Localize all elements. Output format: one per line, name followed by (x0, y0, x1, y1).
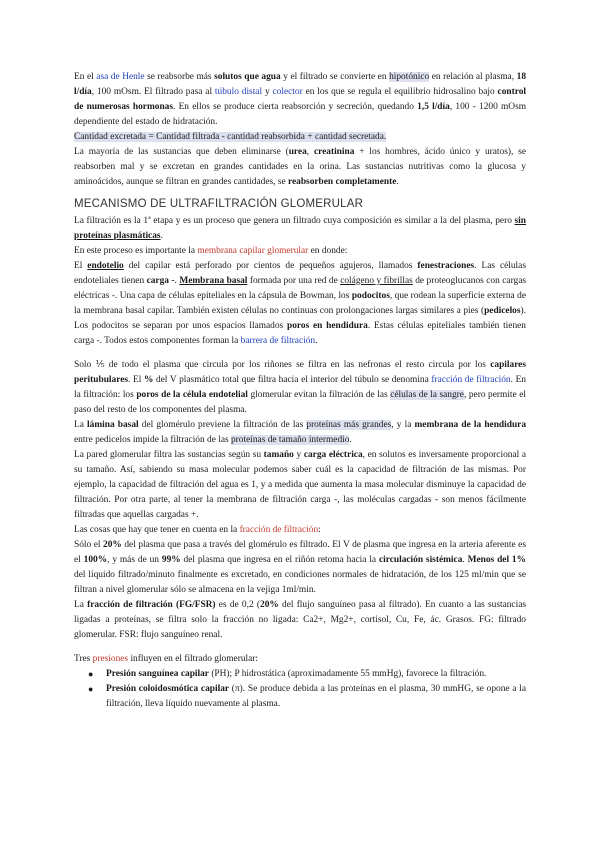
paragraph-excretion: La mayoría de las sustancias que deben eliminarse (urea, creatinina + los hombres, ácido único y uratos), se reabsorben mal y se excretan en grandes cantidades en la orina. Las sustancias nutritivas como la glucosa y aminoácidos, aunque se filtran en grandes cantidades, se reabsorben completamente. (74, 147, 526, 187)
section-heading: MECANISMO DE ULTRAFILTRACIÓN GLOMERULAR (74, 198, 364, 210)
paragraph-lamina: La lámina basal del glomérulo previene la filtración de las proteínas más grandes, y la membrana de la hendidura entre pedicelos impide la filtración de las proteínas de tamaño intermedio. (74, 420, 527, 445)
paragraph-wall: La pared glomerular filtra las sustancias según su tamaño y carga eléctrica, en solutos es inversamente proporcional a su tamaño. Así, sabiendo su masa molecular podemos saber cuál es la capacidad de filtración de las mismas. Por ejemplo, la capacidad de filtración del agua es 1, y a medida que aumenta la masa molecular disminuye la capacidad de filtración. Por otra parte, al tener la membrana de filtración carga -, las moléculas cargadas - son menos fácilmente filtradas que aquellas cargadas +. (74, 450, 526, 520)
bullet-icon: ● (88, 669, 94, 679)
paragraph-filtration: La filtración es la 1ª etapa y es un proceso que genera un filtrado cuya composición es similar a la del plasma, pero sin proteínas plasmáticas. (74, 216, 526, 241)
paragraph-membrane: En este proceso es importante la membrana capilar glomerular en donde: (74, 246, 348, 256)
paragraph-endothelium: El endotelio del capilar está perforado por cientos de pequeños agujeros, llamados fenestraciones. Las células endoteliales tienen carga -. Membrana basal formada por una red de colágeno y fibrillas de proteoglucanos con cargas eléctricas -. Una capa de células epiteliales en la cápsula de Bowman, los podocitos, que rodean la superficie externa de la membrana basal capilar. También existen células no continuas con prolongaciones largas similares a pies (pedicelos). Los podocitos se separan por unos espacios llamados poros en hendidura. Estas células epiteliales también tienen carga -. Todos estos componentes forman la barrera de filtración. (74, 261, 527, 346)
formula-line: Cantidad excretada = Cantidad filtrada - cantidad reabsorbida + cantidad secretada. (74, 132, 387, 142)
document-body (74, 70, 526, 712)
paragraph-plasma: Solo ⅕ de todo el plasma que circula por los riñones se filtra en las nefronas el resto circula por los capilares peritubulares. El % del V plasmático total que filtra hacia el interior del túbulo se denomina fracción de filtración. En la filtración: los poros de la célula endotelial glomerular evitan la filtración de las células de la sangre, pero permite el paso del resto de los componentes del plasma. (74, 360, 526, 415)
list-item: ● Presión sanguínea capilar (PH); P hidrostática (aproximadamente 55 mmHg), favorece la filtración. (88, 667, 526, 682)
paragraph-pressures: Tres presiones influyen en el filtrado glomerular: (74, 654, 258, 664)
pressure-list (74, 667, 526, 712)
link-asa-henle: asa de Henle (96, 72, 145, 82)
paragraph-ff: La fracción de filtración (FG/FSR) es de 0,2 (20% del flujo sanguíneo pasa al filtrado). En cuanto a las sustancias ligadas a proteínas, se filtra solo la fracción no ligada: Ca2+, Mg2+, cortisol, Cu, Fe, ác. Grasos. FG: filtrado glomerular. FSR: flujo sanguíneo renal. (74, 600, 526, 640)
paragraph-asa-henle: En el asa de Henle se reabsorbe más solutos que agua y el filtrado se convierte en hipotónico en relación al plasma, 18 l/día, 100 mOsm. El filtrado pasa al túbulo distal y colector en los que se regula el equilibrio hidrosalino bajo control de numerosas hormonas. En ellos se produce cierta reabsorción y secreción, quedando 1,5 l/día, 100 - 1200 mOsm dependiente del estado de hidratación. (74, 72, 527, 127)
paragraph-things: Las cosas que hay que tener en cuenta en la fracción de filtración: (74, 525, 321, 535)
list-item: ● Presión coloidosmótica capilar (π). Se produce debida a las proteínas en el plasma, 30 mmHG, se opone a la filtración, lleva líquido nuevamente al plasma. (88, 684, 526, 709)
paragraph-percentages: Sólo el 20% del plasma que pasa a través del glomérulo es filtrado. El V de plasma que ingresa en la arteria aferente es el 100%, y más de un 99% del plasma que ingresa en el riñón retoma hacia la circulación sistémica. Menos del 1% del líquido filtrado/minuto finalmente es excretado, en condiciones normales de hidratación, de los 125 ml/min que se filtran a nivel glomerular sólo se almacena en la vejiga 1ml/min. (74, 540, 526, 595)
bullet-icon: ● (88, 684, 94, 694)
